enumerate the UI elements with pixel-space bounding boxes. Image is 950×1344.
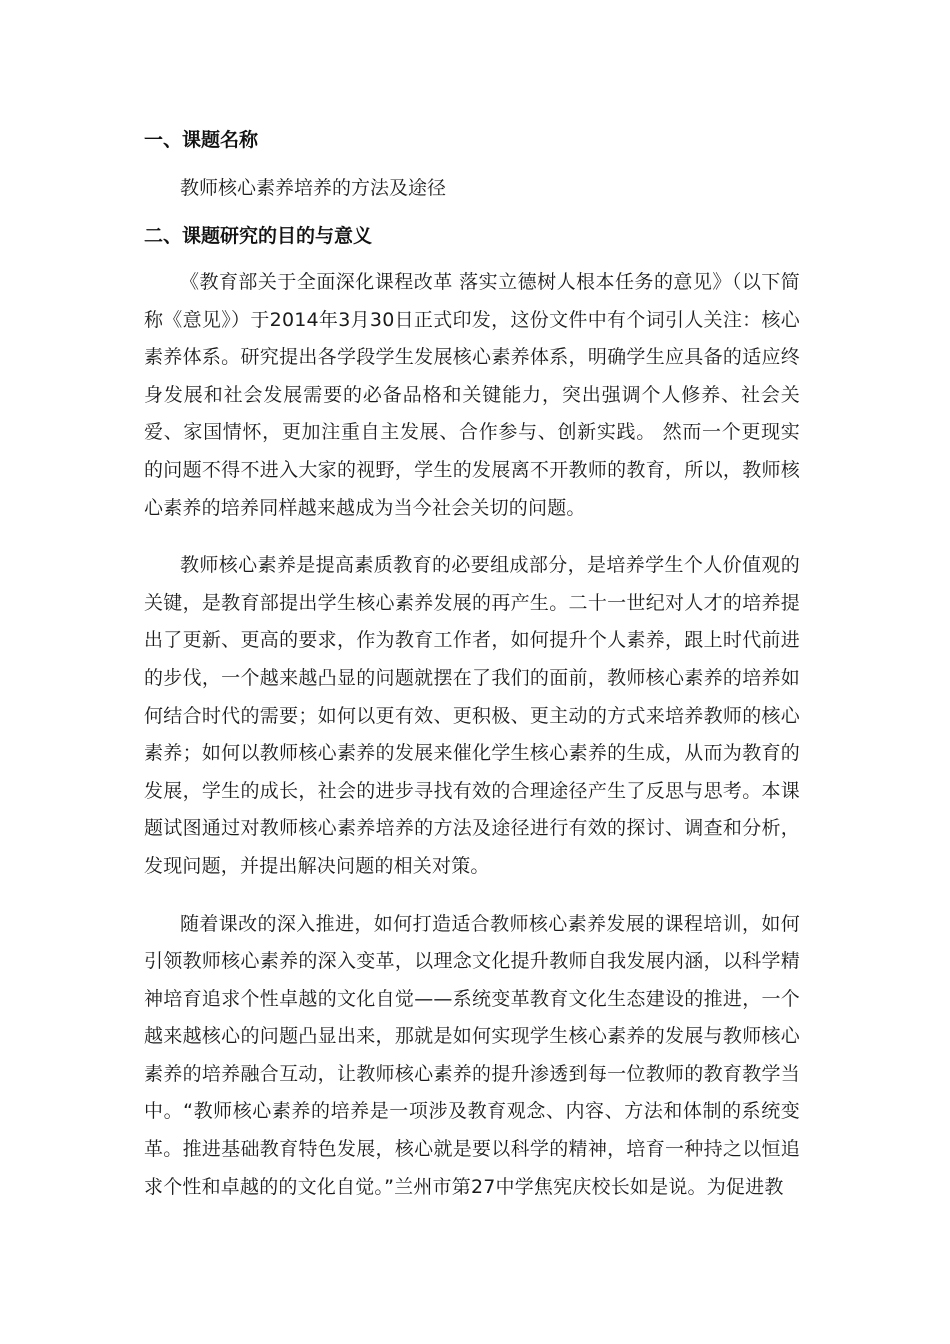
section-heading-purpose: 二、课题研究的目的与意义 bbox=[144, 225, 373, 247]
paragraph-1: 《教育部关于全面深化课程改革 落实立德树人根本任务的意见》（以下简称《意见》）于2014年3月30日正式印发，这份文件中有个词引人关注：核心素养体系。研究提出各学段学生发展核心素养体系，明确学生应具备的适应终身发展和社会发展需要的必备品格和关键能力，突出强调个人修养、社会关爱、家国情怀，更加注重自主发展、合作参与、创新实践。 然而一个更现实的问题不得不进入大家的视野，学生的发展离不开教师的教育，所以，教师核心素养的培养同样越来越成为当今社会关切的问题。 bbox=[144, 271, 800, 519]
section-heading-topic-name: 一、课题名称 bbox=[144, 129, 259, 151]
paragraph-3: 随着课改的深入推进，如何打造适合教师核心素养发展的课程培训，如何引领教师核心素养的深入变革，以理念文化提升教师自我发展内涵，以科学精神培育追求个性卓越的文化自觉——系统变革教育文化生态建设的推进，一个越来越核心的问题凸显出来，那就是如何实现学生核心素养的发展与教师核心素养的培养融合互动，让教师核心素养的提升渗透到每一位教师的教育教学当中。“教师核心素养的培养是一项涉及教育观念、内容、方法和体制的系统变革。推进基础教育特色发展，核心就是要以科学的精神，培育一种持之以恒追求个性和卓越的的文化自觉。”兰州市第27中学焦宪庆校长如是说。为促进教 bbox=[144, 912, 800, 1198]
paragraph-2: 教师核心素养是提高素质教育的必要组成部分，是培养学生个人价值观的关键，是教育部提出学生核心素养发展的再产生。二十一世纪对人才的培养提出了更新、更高的要求，作为教育工作者，如何提升个人素养，跟上时代前进的步伐，一个越来越凸显的问题就摆在了我们的面前，教师核心素养的培养如何结合时代的需要；如何以更有效、更积极、更主动的方式来培养教师的核心素养；如何以教师核心素养的发展来催化学生核心素养的生成，从而为教育的发展，学生的成长，社会的进步寻找有效的合理途径产生了反思与思考。本课题试图通过对教师核心素养培养的方法及途径进行有效的探讨、调查和分析，发现问题，并提出解决问题的相关对策。 bbox=[144, 554, 800, 877]
document-body bbox=[144, 126, 800, 1206]
topic-name-text: 教师核心素养培养的方法及途径 bbox=[180, 177, 447, 199]
